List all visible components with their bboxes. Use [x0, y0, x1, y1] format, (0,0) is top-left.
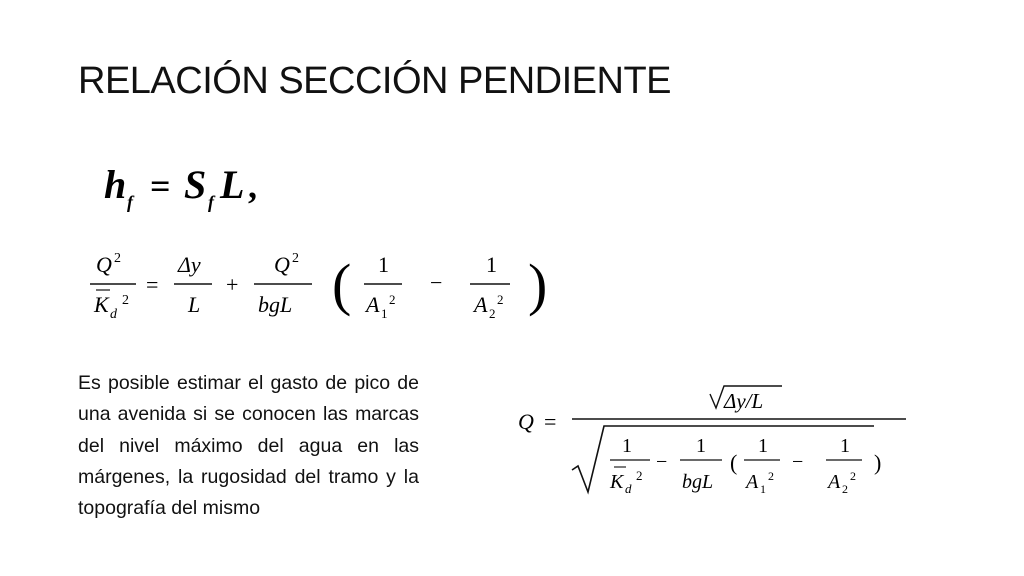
svg-text:d: d: [625, 481, 632, 496]
svg-text:1: 1: [622, 435, 632, 457]
svg-text:Δy: Δy: [178, 252, 201, 277]
svg-text:A: A: [828, 471, 841, 493]
svg-text:1: 1: [840, 435, 850, 457]
svg-text:bgL: bgL: [258, 292, 293, 317]
eq1-equals: =: [150, 166, 171, 206]
svg-text:A: A: [746, 471, 759, 493]
eq1-sub-f2: f: [208, 192, 214, 212]
svg-text:2: 2: [389, 292, 396, 307]
body-paragraph: Es posible estimar el gasto de pico de una avenida si se conocen las marcas del nivel máximo del agua en las márgenes, la rugosidad del tramo y la topografía del mismo: [78, 372, 419, 520]
svg-text:+: +: [226, 272, 239, 297]
svg-text:1: 1: [696, 435, 706, 457]
eq1-sub-f: f: [127, 192, 133, 212]
svg-text:A: A: [474, 292, 488, 317]
svg-text:): ): [528, 252, 548, 317]
svg-text:(: (: [730, 450, 738, 475]
svg-text:L: L: [188, 292, 201, 317]
svg-text:=: =: [544, 409, 557, 434]
svg-text:): ): [874, 450, 882, 475]
svg-text:2: 2: [497, 292, 504, 307]
eq1-l: L: [220, 162, 245, 207]
svg-text:(: (: [332, 252, 352, 317]
svg-text:−: −: [430, 270, 443, 295]
svg-text:2: 2: [636, 468, 643, 483]
svg-text:2: 2: [768, 469, 774, 483]
eq1-h: h: [104, 162, 127, 207]
svg-text:A: A: [366, 292, 380, 317]
svg-text:Q: Q: [518, 409, 534, 434]
svg-text:−: −: [656, 451, 668, 473]
svg-text:−: −: [792, 451, 804, 473]
svg-text:1: 1: [758, 435, 768, 457]
equation-head-loss: [100, 160, 270, 220]
svg-text:Q: Q: [96, 252, 112, 277]
slide-title: RELACIÓN SECCIÓN PENDIENTE: [78, 60, 671, 102]
svg-text:K: K: [94, 292, 109, 317]
eq1-s: S: [184, 162, 207, 207]
svg-text:1: 1: [760, 482, 766, 496]
eq1-comma: ,: [248, 166, 257, 206]
svg-text:1: 1: [381, 306, 388, 321]
svg-text:1: 1: [486, 252, 497, 277]
svg-text:K: K: [610, 471, 624, 493]
svg-text:2: 2: [842, 482, 848, 496]
equation-peak-discharge: [510, 384, 910, 504]
svg-text:=: =: [146, 272, 159, 297]
svg-text:d: d: [110, 307, 117, 322]
svg-text:bgL: bgL: [682, 471, 714, 493]
equation-energy-balance: [84, 246, 554, 326]
svg-text:2: 2: [489, 306, 496, 321]
svg-text:Δy/L: Δy/L: [724, 389, 764, 413]
svg-text:2: 2: [292, 251, 299, 266]
svg-text:1: 1: [378, 252, 389, 277]
svg-text:2: 2: [114, 251, 121, 266]
svg-text:2: 2: [850, 469, 856, 483]
svg-text:Q: Q: [274, 252, 290, 277]
svg-text:2: 2: [122, 293, 129, 308]
